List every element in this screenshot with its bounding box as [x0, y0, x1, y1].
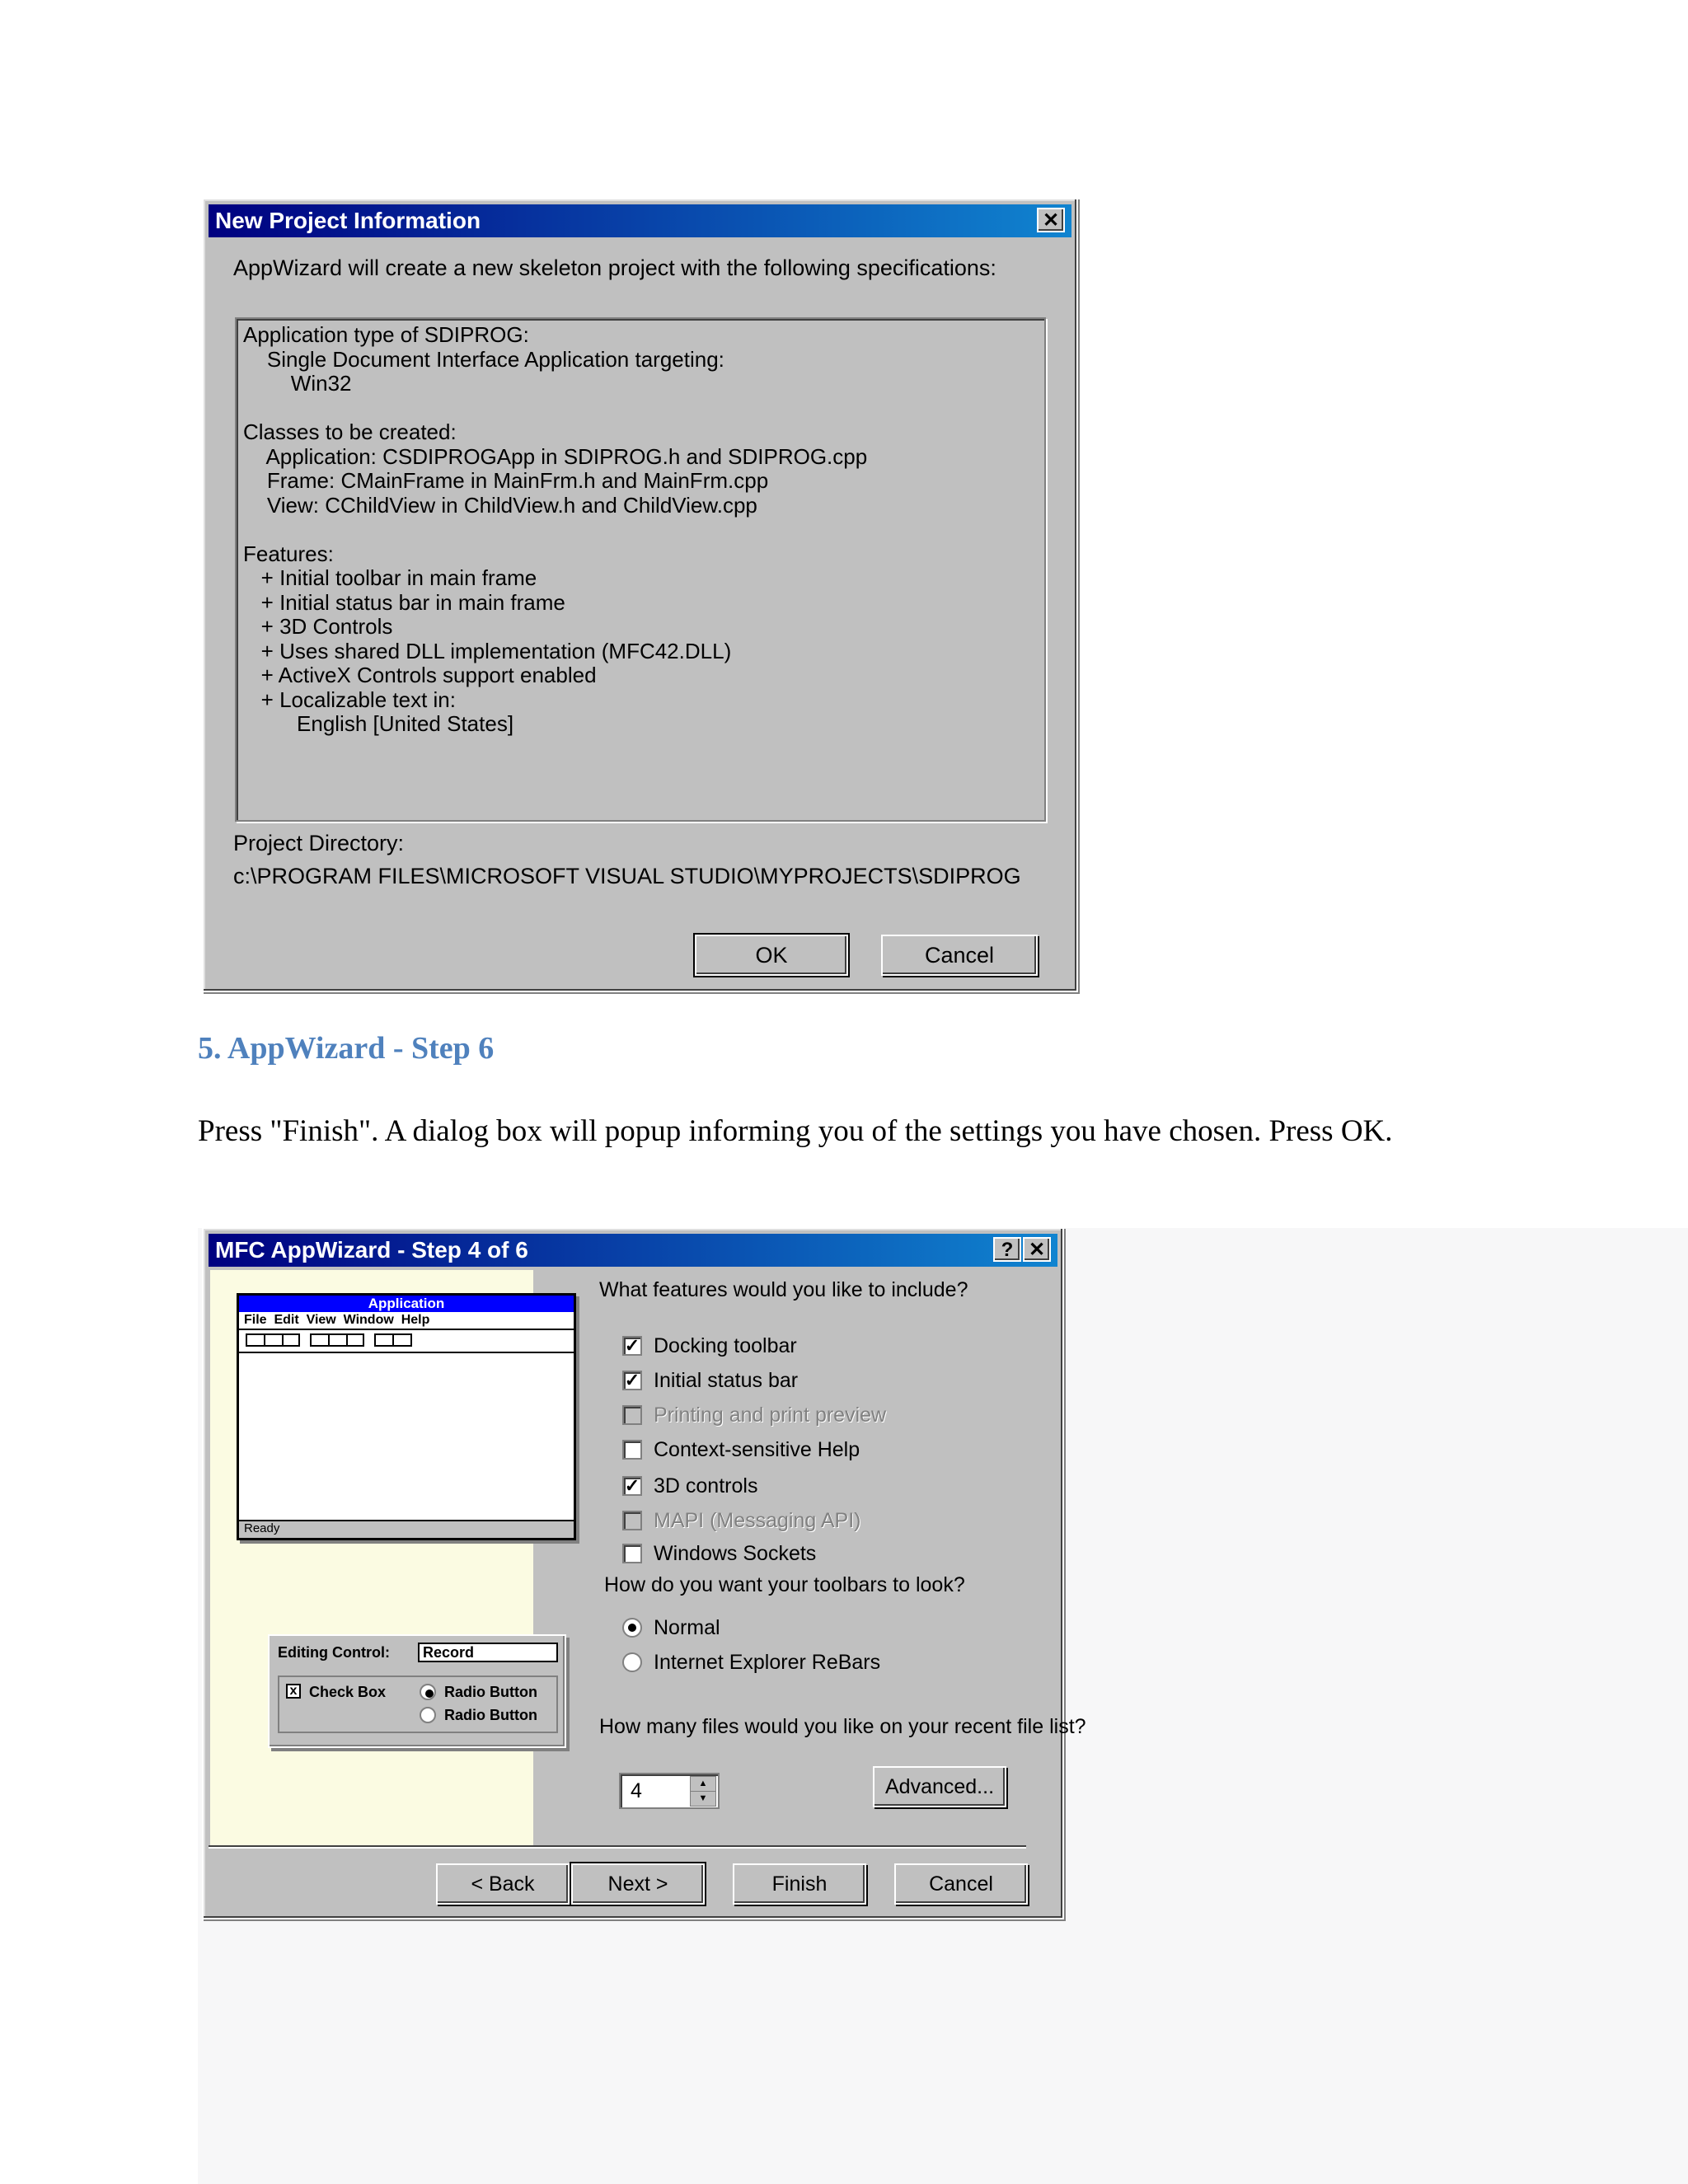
- spec-line: + Localizable text in:: [243, 687, 456, 712]
- feature-label[interactable]: Context-sensitive Help: [654, 1438, 860, 1461]
- spec-line: + ActiveX Controls support enabled: [243, 663, 597, 687]
- dialog-title-bar: [209, 204, 1071, 237]
- feature-checkbox[interactable]: [622, 1440, 642, 1460]
- spec-line: Features:: [243, 541, 334, 566]
- feature-label[interactable]: Initial status bar: [654, 1369, 799, 1392]
- preview-radio2-label: Radio Button: [444, 1707, 537, 1723]
- toolbar-rebars-label[interactable]: Internet Explorer ReBars: [654, 1651, 881, 1674]
- recent-files-value[interactable]: 4: [631, 1779, 642, 1802]
- preview-editing-label: Editing Control:: [278, 1644, 390, 1661]
- feature-checkbox[interactable]: ✓: [622, 1476, 642, 1496]
- project-directory-path: c:\PROGRAM FILES\MICROSOFT VISUAL STUDIO\MYPROJECTS\SDIPROG: [233, 864, 1021, 888]
- recent-files-spinner[interactable]: [619, 1773, 720, 1809]
- spec-line: + Uses shared DLL implementation (MFC42.DLL): [243, 638, 732, 663]
- section-heading: 5. AppWizard - Step 6: [198, 1031, 495, 1066]
- instruction-paragraph: Press "Finish". A dialog box will popup informing you of the settings you have chosen. Press OK.: [198, 1114, 1393, 1148]
- feature-label[interactable]: Windows Sockets: [654, 1542, 817, 1565]
- finish-button[interactable]: Finish: [733, 1863, 866, 1905]
- spinner-up-icon[interactable]: ▲: [690, 1776, 716, 1792]
- dialog-title: New Project Information: [215, 208, 481, 233]
- intro-text: AppWizard will create a new skeleton project with the following specifications:: [233, 255, 996, 280]
- features-question: What features would you like to include?: [599, 1278, 968, 1301]
- feature-checkbox[interactable]: ✓: [622, 1336, 642, 1356]
- feature-checkbox: [622, 1405, 642, 1425]
- advanced-button[interactable]: Advanced...: [873, 1766, 1006, 1807]
- spec-line: + Initial status bar in main frame: [243, 589, 565, 615]
- feature-label[interactable]: 3D controls: [654, 1474, 758, 1497]
- spec-line: + 3D Controls: [243, 614, 393, 639]
- cancel-button[interactable]: Cancel: [894, 1863, 1028, 1905]
- preview-controls-panel: [268, 1634, 566, 1748]
- feature-label[interactable]: Docking toolbar: [654, 1334, 797, 1357]
- cancel-button[interactable]: Cancel: [881, 935, 1038, 976]
- preview-radio-icon: [420, 1707, 436, 1723]
- feature-label: Printing and print preview: [654, 1404, 887, 1427]
- spec-line: English [United States]: [243, 711, 514, 736]
- preview-editing-field: Record: [418, 1643, 558, 1662]
- preview-check-label: Check Box: [309, 1684, 387, 1700]
- toolbar-question: How do you want your toolbars to look?: [604, 1573, 965, 1596]
- feature-checkbox: [622, 1511, 642, 1530]
- new-project-information-dialog: [202, 198, 1078, 992]
- next-button[interactable]: Next >: [571, 1863, 705, 1905]
- preview-title-bar: [239, 1296, 574, 1312]
- preview-menu-bar: File Edit View Window Help: [239, 1312, 574, 1330]
- preview-radio1-label: Radio Button: [444, 1684, 537, 1700]
- button-separator: [209, 1845, 1026, 1849]
- feature-label: MAPI (Messaging API): [654, 1509, 861, 1532]
- spec-line: Classes to be created:: [243, 419, 457, 444]
- toolbar-normal-radio[interactable]: [622, 1618, 642, 1638]
- preview-app-title: Application: [368, 1296, 445, 1311]
- spec-line: Application type of SDIPROG:: [243, 322, 529, 347]
- spec-line: + Initial toolbar in main frame: [243, 565, 537, 590]
- spec-line: View: CChildView in ChildView.h and ChildView.cpp: [243, 492, 757, 518]
- preview-check-icon: x: [286, 1684, 301, 1699]
- preview-pane: [210, 1270, 537, 1845]
- toolbar-normal-label[interactable]: Normal: [654, 1616, 720, 1639]
- preview-radio-icon: [420, 1684, 436, 1700]
- spec-line: Application: CSDIPROGApp in SDIPROG.h and SDIPROG.cpp: [243, 443, 868, 469]
- back-button[interactable]: < Back: [436, 1863, 570, 1905]
- project-directory-label: Project Directory:: [233, 831, 405, 855]
- spinner-down-icon[interactable]: ▼: [690, 1791, 716, 1807]
- preview-group-box: [278, 1675, 558, 1733]
- specification-box[interactable]: [235, 317, 1046, 822]
- spec-line: Single Document Interface Application targeting:: [243, 346, 724, 372]
- close-icon[interactable]: ✕: [1023, 1237, 1051, 1262]
- preview-app-window: [237, 1293, 576, 1540]
- toolbar-rebars-radio[interactable]: [622, 1652, 642, 1672]
- spec-line: Win32: [243, 371, 352, 396]
- mfc-appwizard-dialog: [202, 1227, 1086, 1919]
- help-icon[interactable]: ?: [993, 1237, 1021, 1262]
- dialog-title: MFC AppWizard - Step 4 of 6: [215, 1237, 528, 1263]
- close-icon[interactable]: ✕: [1037, 208, 1065, 232]
- feature-checkbox[interactable]: [622, 1544, 642, 1563]
- preview-toolbar: [239, 1330, 574, 1353]
- recent-files-question: How many files would you like on your recent file list?: [599, 1715, 1086, 1738]
- spec-line: Frame: CMainFrame in MainFrm.h and MainFrm.cpp: [243, 468, 769, 493]
- dialog-title-bar: [209, 1234, 1057, 1267]
- preview-status-bar: Ready: [239, 1520, 574, 1538]
- feature-checkbox[interactable]: ✓: [622, 1371, 642, 1390]
- ok-button[interactable]: OK: [695, 935, 848, 976]
